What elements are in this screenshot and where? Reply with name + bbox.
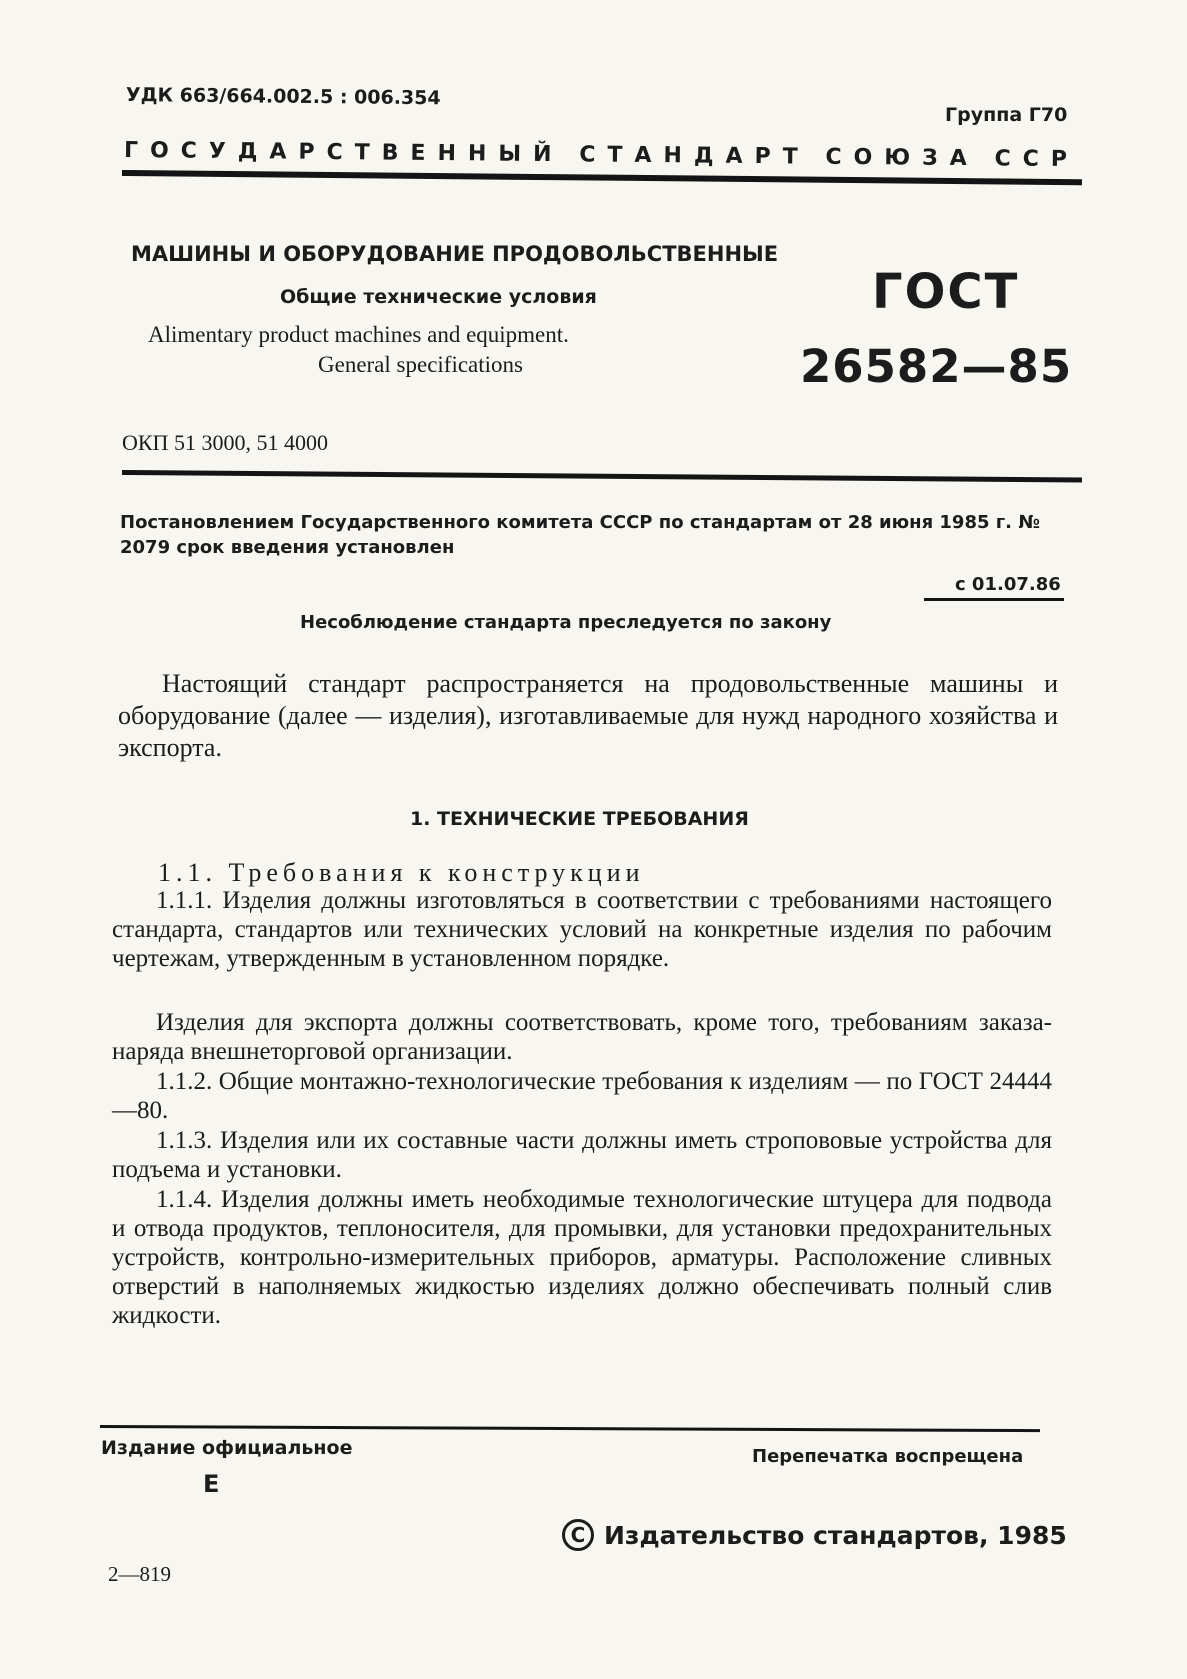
reprint-notice: Перепечатка воспрещена [752, 1446, 1024, 1467]
section-divider [122, 470, 1082, 483]
header-divider [122, 170, 1082, 185]
banner-word: ССР [994, 146, 1080, 173]
paragraph: 1.1.4. Изделия должны иметь необходимые технологические штуцера для подвода и отвода продуктов, теплоносителя, для промывки, для установки предохранительных устройств, контрольно-измерительных приборов, арматуры. Расположение сливных отверстий в наполняемых жидкостью изделиях должно обеспечивать полный слив жидкости. [112, 1186, 1052, 1329]
section-heading: 1. ТЕХНИЧЕСКИЕ ТРЕБОВАНИЯ [410, 808, 749, 830]
copyright-icon: C [562, 1519, 594, 1551]
subsection-heading: 1.1. Требования к конструкции [158, 858, 645, 887]
banner-word: СОЮЗА [825, 144, 979, 172]
state-standard-banner [124, 138, 1079, 172]
paragraph: 1.1.3. Изделия или их составные части должны иметь стропововые устройства для подъема и установки. [112, 1127, 1052, 1183]
copyright-line [562, 1519, 1067, 1551]
edition-mark: E [203, 1470, 220, 1498]
title-russian: МАШИНЫ И ОБОРУДОВАНИЕ ПРОДОВОЛЬСТВЕННЫЕ [131, 242, 779, 266]
udk-code: УДК 663/664.002.5 : 006.354 [125, 84, 441, 110]
subtitle-russian: Общие технические условия [280, 286, 597, 308]
print-code: 2—819 [108, 1562, 171, 1586]
banner-word: СТАНДАРТ [579, 142, 810, 170]
gost-number: 26582—85 [800, 340, 1073, 393]
effective-date: с 01.07.86 [955, 574, 1061, 595]
penalty-notice: Несоблюдение стандарта преследуется по закону [300, 612, 832, 633]
title-english-line-1: Alimentary product machines and equipment. [148, 322, 569, 347]
group-code: Группа Г70 [945, 104, 1068, 126]
okp-code: ОКП 51 3000, 51 4000 [122, 430, 328, 455]
paragraph: 1.1.2. Общие монтажно-технологические требования к изделиям — по ГОСТ 24444—80. [112, 1068, 1052, 1124]
footer-divider [100, 1425, 1040, 1432]
publisher: Издательство стандартов, 1985 [604, 1520, 1067, 1550]
banner-word: ГОСУДАРСТВЕННЫЙ [123, 138, 564, 168]
paragraph: 1.1.1. Изделия должны изготовляться в соответствии с требованиями настоящего стандарта, стандартов или технических условий на конкретные изделия по рабочим чертежам, утвержденным в установленном порядке. [112, 887, 1052, 972]
gost-label: ГОСТ [872, 264, 1020, 320]
decree-text: Постановлением Государственного комитета СССР по стандартам от 28 июня 1985 г. № 2079 срок введения установлен [120, 512, 1040, 558]
edition-label: Издание официальное [101, 1437, 353, 1459]
title-english-line-2: General specifications [318, 352, 523, 377]
paragraph: Изделия для экспорта должны соответствовать, кроме того, требованиям заказа-наряда внешнеторговой организации. [112, 1009, 1052, 1065]
date-underline [924, 598, 1064, 601]
intro-paragraph: Настоящий стандарт распространяется на продовольственные машины и оборудование (далее — изделия), изготавливаемые для нужд народного хозяйства и экспорта. [118, 669, 1058, 762]
